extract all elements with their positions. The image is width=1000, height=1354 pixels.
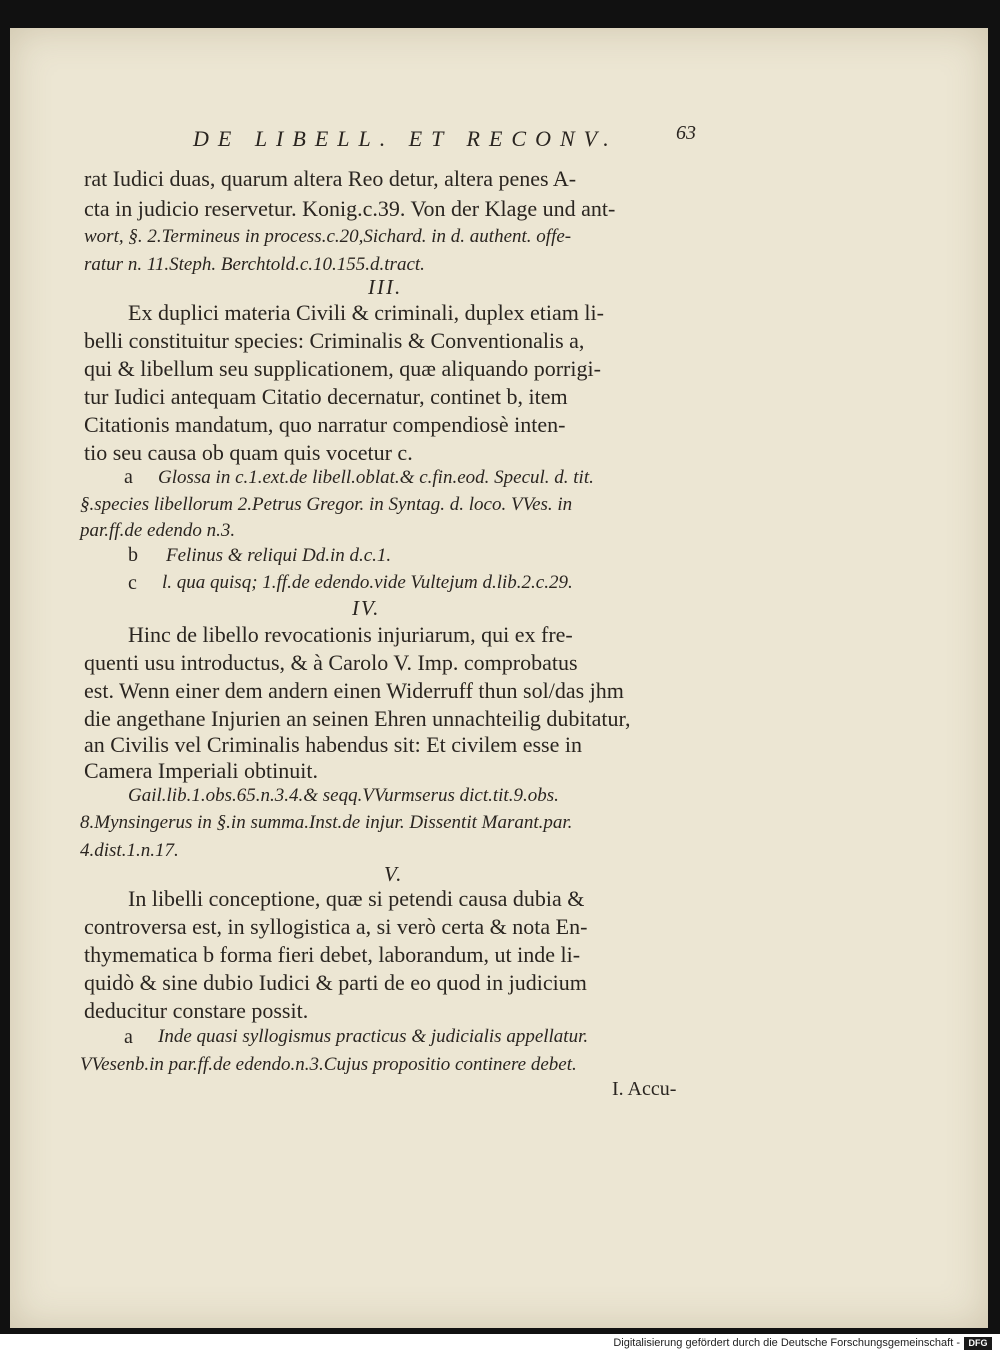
footnote-label: a — [124, 1026, 133, 1048]
footnote-line: l. qua quisq; 1.ff.de edendo.vide Vultejum d.lib.2.c.29. — [162, 572, 573, 593]
paragraph-line: est. Wenn einer dem andern einen Widerruff thun sol/das jhm — [84, 678, 624, 703]
paragraph-line: tio seu causa ob quam quis vocetur c. — [84, 440, 413, 465]
catchword: I. Accu- — [612, 1078, 677, 1100]
paragraph-line: quidò & sine dubio Iudici & parti de eo quod in judicium — [84, 970, 587, 995]
paragraph-line: controversa est, in syllogistica a, si verò certa & nota En- — [84, 914, 588, 939]
section-heading-iv: IV. — [352, 596, 381, 620]
paragraph-line: ratur n. 11.Steph. Berchtold.c.10.155.d.tract. — [84, 254, 425, 275]
paragraph-line: die angethane Injurien an seinen Ehren unnachteilig dubitatur, — [84, 706, 631, 731]
page-number: 63 — [676, 122, 696, 144]
paragraph-line: tur Iudici antequam Citatio decernatur, continet b, item — [84, 384, 568, 409]
paragraph-line: qui & libellum seu supplicationem, quæ aliquando porrigi- — [84, 356, 601, 381]
paragraph-line: Citationis mandatum, quo narratur compendiosè inten- — [84, 412, 566, 437]
paragraph-line: Hinc de libello revocationis injuriarum, qui ex fre- — [128, 622, 573, 647]
paragraph-line: Ex duplici materia Civili & criminali, duplex etiam li- — [128, 300, 604, 325]
footnote-label: a — [124, 466, 133, 488]
paragraph-line: belli constituitur species: Criminalis & Conventionalis a, — [84, 328, 585, 353]
footnote-label: b — [128, 544, 138, 566]
paragraph-line: deducitur constare possit. — [84, 998, 309, 1023]
paragraph-line: Camera Imperiali obtinuit. — [84, 758, 318, 783]
footnote-line: 4.dist.1.n.17. — [80, 840, 179, 861]
footnote-line: VVesenb.in par.ff.de edendo.n.3.Cujus propositio continere debet. — [80, 1054, 577, 1075]
paragraph-line: rat Iudici duas, quarum altera Reo detur, altera penes A- — [84, 166, 577, 191]
section-heading-iii: III. — [368, 275, 403, 299]
footnote-line: Glossa in c.1.ext.de libell.oblat.& c.fin.eod. Specul. d. tit. — [158, 467, 594, 488]
footnote-line: Inde quasi syllogismus practicus & judicialis appellatur. — [158, 1026, 589, 1047]
footnote-label: c — [128, 572, 137, 594]
digitization-credit: Digitalisierung gefördert durch die Deutsche Forschungsgemeinschaft - — [613, 1337, 960, 1349]
footnote-line: 8.Mynsingerus in §.in summa.Inst.de injur. Dissentit Marant.par. — [80, 812, 573, 833]
footnote-line: par.ff.de edendo n.3. — [80, 520, 236, 541]
paragraph-line: an Civilis vel Criminalis habendus sit: Et civilem esse in — [84, 732, 582, 757]
paragraph-line: quenti usu introductus, & à Carolo V. Imp. comprobatus — [84, 650, 578, 675]
paragraph-line: cta in judicio reservetur. Konig.c.39. Von der Klage und ant- — [84, 196, 616, 221]
paragraph-line: wort, §. 2.Termineus in process.c.20,Sichard. in d. authent. offe- — [84, 226, 572, 247]
section-heading-v: V. — [384, 862, 404, 886]
paragraph-line: In libelli conceptione, quæ si petendi causa dubia & — [128, 886, 585, 911]
footnote-line: Felinus & reliqui Dd.in d.c.1. — [166, 545, 392, 566]
footnote-line: Gail.lib.1.obs.65.n.3.4.& seqq.VVurmserus dict.tit.9.obs. — [128, 785, 559, 806]
dfg-logo: DFG — [964, 1337, 992, 1350]
footnote-line: §.species libellorum 2.Petrus Gregor. in Syntag. d. loco. VVes. in — [80, 494, 573, 515]
paragraph-line: thymematica b forma fieri debet, laborandum, ut inde li- — [84, 942, 581, 967]
running-title: DE LIBELL. ET RECONV. — [193, 126, 618, 151]
